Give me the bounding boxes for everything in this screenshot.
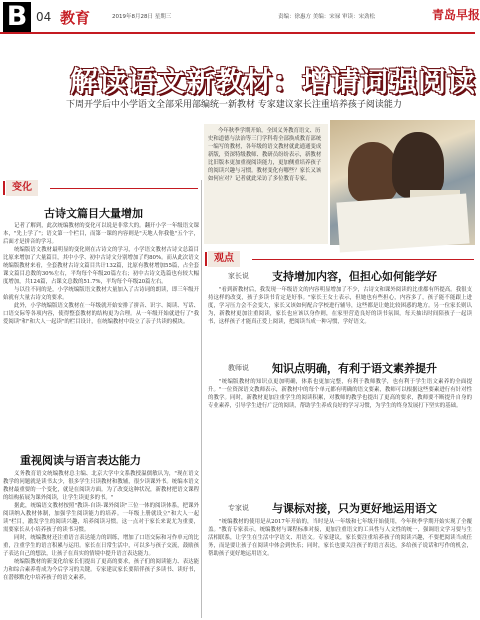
views-body-teacher	[208, 378, 472, 496]
tag-bar	[205, 252, 207, 266]
article-title-classics: 古诗文篇目大量增加	[44, 207, 143, 220]
editor-credits: 责编：徐惠方 美编：宋禄 审读：宋劲松	[278, 14, 375, 20]
byline-expert: 专家说	[228, 504, 249, 512]
newspaper-brand: 青岛早报	[432, 8, 480, 22]
article-subtitle-reading: 重视阅读与语言表达能力	[20, 454, 141, 467]
views-body-parent	[208, 286, 472, 356]
headline-part2: 增请词强阅读	[302, 65, 477, 98]
headline-part1: 解读语文新教材：	[70, 65, 303, 98]
section-name: 教育	[60, 9, 91, 27]
tag-rule	[50, 188, 198, 189]
paragraph: 此外，小学统编版语文教材在一年级就开始安排了拼音、识字、阅读、写话、口语交际等各项内容，使得整套教材的结构更为合理。从一年级开始就进行了"我爱阅读"和"和大人一起读"的栏目设计，在统编教材中设立了亲子共读的模块。	[3, 303, 199, 325]
paragraph: "统编版教材的知识点更加明确，体系也更加完整，有利于教师教学，也有利于学生语文素养的全面提升。"一位资深语文教师表示，新教材中的每个单元都有明确的语文要素，教师可以根据这些要素进行有针对性的教学。同时，新教材更加注重学生的阅读积累，对教师的教学也提出了更高的要求，教师要不断提升自身的专业素养，引导学生进行广泛的阅读，帮助学生养成良好的学习习惯，为学生的终身发展打下坚实的基础。	[208, 379, 472, 409]
paragraph: 记者了解到，此次统编教材的变化可以说是非常大的。翻开小学一年级语文课本，"先上学了"；语文第一个栏目，而第一课的内容则是"天地人你我他"五个字，后面才是拼音的学习。	[3, 223, 199, 245]
paragraph: 与以往不同的是，小学统编版语文教材大量加入了古诗词的朗读，即三年级开始就有大量古诗文的要求。	[3, 287, 199, 301]
views-body-expert	[208, 518, 472, 618]
main-headline	[70, 60, 476, 100]
news-photo	[330, 120, 475, 245]
paragraph: "统编教材的使用是从2017年开始的，当时是从一年级和七年级开始使用，今年秋季学期开始实现了全覆盖。"教育专家表示，统编教材与课程标准对接，更加注重语文的工具性与人文性的统一，强调语文学习要与生活相联系，让学生在生活中学语文、用语文。专家建议，家长要注重培养孩子的阅读兴趣，不要把阅读当成任务，而是要让孩子在阅读中体会到快乐；同时，家长也要关注孩子的语言表达，多给孩子说话和写作的机会，帮助孩子更好地运用语文。	[208, 519, 472, 557]
views-title-expert: 与课标对接，只为更好地运用语文	[272, 502, 437, 515]
article-body-classics	[3, 222, 199, 452]
sub-headline: 下周开学后中小学语文全部采用部编统一新教材 专家建议家长注重培养孩子阅读能力	[66, 100, 402, 110]
masthead-rule	[0, 32, 475, 34]
article-body-reading	[3, 470, 199, 618]
views-title-parent: 支持增加内容，但担心如何能学好	[272, 270, 437, 283]
masthead-logo: B	[3, 2, 31, 32]
paragraph: 义务教育语文统编教材总主编、北京大学中文系教授温儒敏认为，"现在语文教学的问题就是读书太少，很多学生只读教材和教辅，很少读课外书。统编本语文教材最重要的一个变化，就是在阅读方面。为了改变这种状况，新教材把语文课程的结构拓展为课外阅读，让学生读更多的书。"	[3, 471, 199, 501]
views-title-teacher: 知识点明确，有利于语文素养提升	[272, 362, 437, 375]
page-number: 04	[36, 10, 52, 24]
tag-bar	[3, 181, 5, 195]
tag-rule	[252, 259, 474, 260]
paragraph: "看到新教材后，我发现一年级语文的内容明显增加了不少，古诗文和课外阅读的比重都有所提高。我很支持这样的改变，孩子多读书肯定是好事。"家长王女士表示，但她也有些担心，内容多了，孩子能不能跟上进度，学习压力会不会变大，家长又该如何配合学校进行辅导，这些都是让她比较困惑的地方。另一位家长则认为，新教材更加注重阅读，家长也应该以身作则，在家里营造良好的读书氛围，每天抽出时间陪孩子一起读书，这样孩子才能真正爱上阅读，把阅读当成一种习惯，学好语文。	[208, 287, 472, 325]
byline-parent: 家长说	[228, 272, 249, 280]
column-separator	[201, 180, 202, 618]
paragraph: 统编版语文教材最明显的变化则在古诗文的学习，小学语文教材古诗文总篇目比原来增加了大量篇目，其中小学、初中古诗文分别增加了约80%。而从此次语文统编版教材来看，全套教材古诗文篇目共计132篇，比原有教材增加55篇，占全套课文篇目总数的30%左右，平均每个年级20篇左右；初中古诗文选篇也有较大幅度增加，共124篇，占课文总数的51.7%，平均每个年级20篇左右。	[3, 247, 199, 285]
paragraph: 据此，统编语文教材按照"教读-自读-课外阅读"三位一体的阅读体系，把课外阅读纳入教材体制，加强学生阅读能力的培养。一年级上册就设立"和大人一起读"栏目，激发学生的阅读兴趣，培养阅读习惯。这一点对于家长来说尤为重要，需要家长从小培养孩子的读书习惯。	[3, 503, 199, 533]
paragraph: 统编版教材的新变化给家长们提出了更高的要求，孩子们的阅读能力、表达能力和综合素养将成为今后学习的关键。专家建议家长要陪伴孩子多读书、读好书，在潜移默化中培养孩子的语文素养。	[3, 559, 199, 581]
section-tag-views: 观点	[208, 251, 240, 267]
issue-date: 2019年8月28日 星期三	[112, 14, 172, 20]
paragraph: 同时，统编教材还注重语言表达能力的训练，增加了口语交际和习作单元的比重，注重学生的语言积累与运用。家长在日常生活中，可以多与孩子交流，鼓励孩子表达自己的想法，让孩子在真实的情境中提升语言表达能力。	[3, 535, 199, 557]
byline-teacher: 教师说	[228, 364, 249, 372]
intro-box: 今年秋季学期开始，全国义务教育语文、历史和道德与法治等三门学科将全部换成教育部统一编写的教材，各年级的语文教材就此通通变成新版，资深特级教师、教研员纷纷表示，新教材比旧版本更加重视阅读能力，更加侧重培养孩子的阅读兴趣与习惯。教材变化有哪些？家长又该如何应对？记者就此采访了多位教育专家。	[204, 124, 328, 244]
section-tag-change: 变化	[6, 180, 38, 196]
